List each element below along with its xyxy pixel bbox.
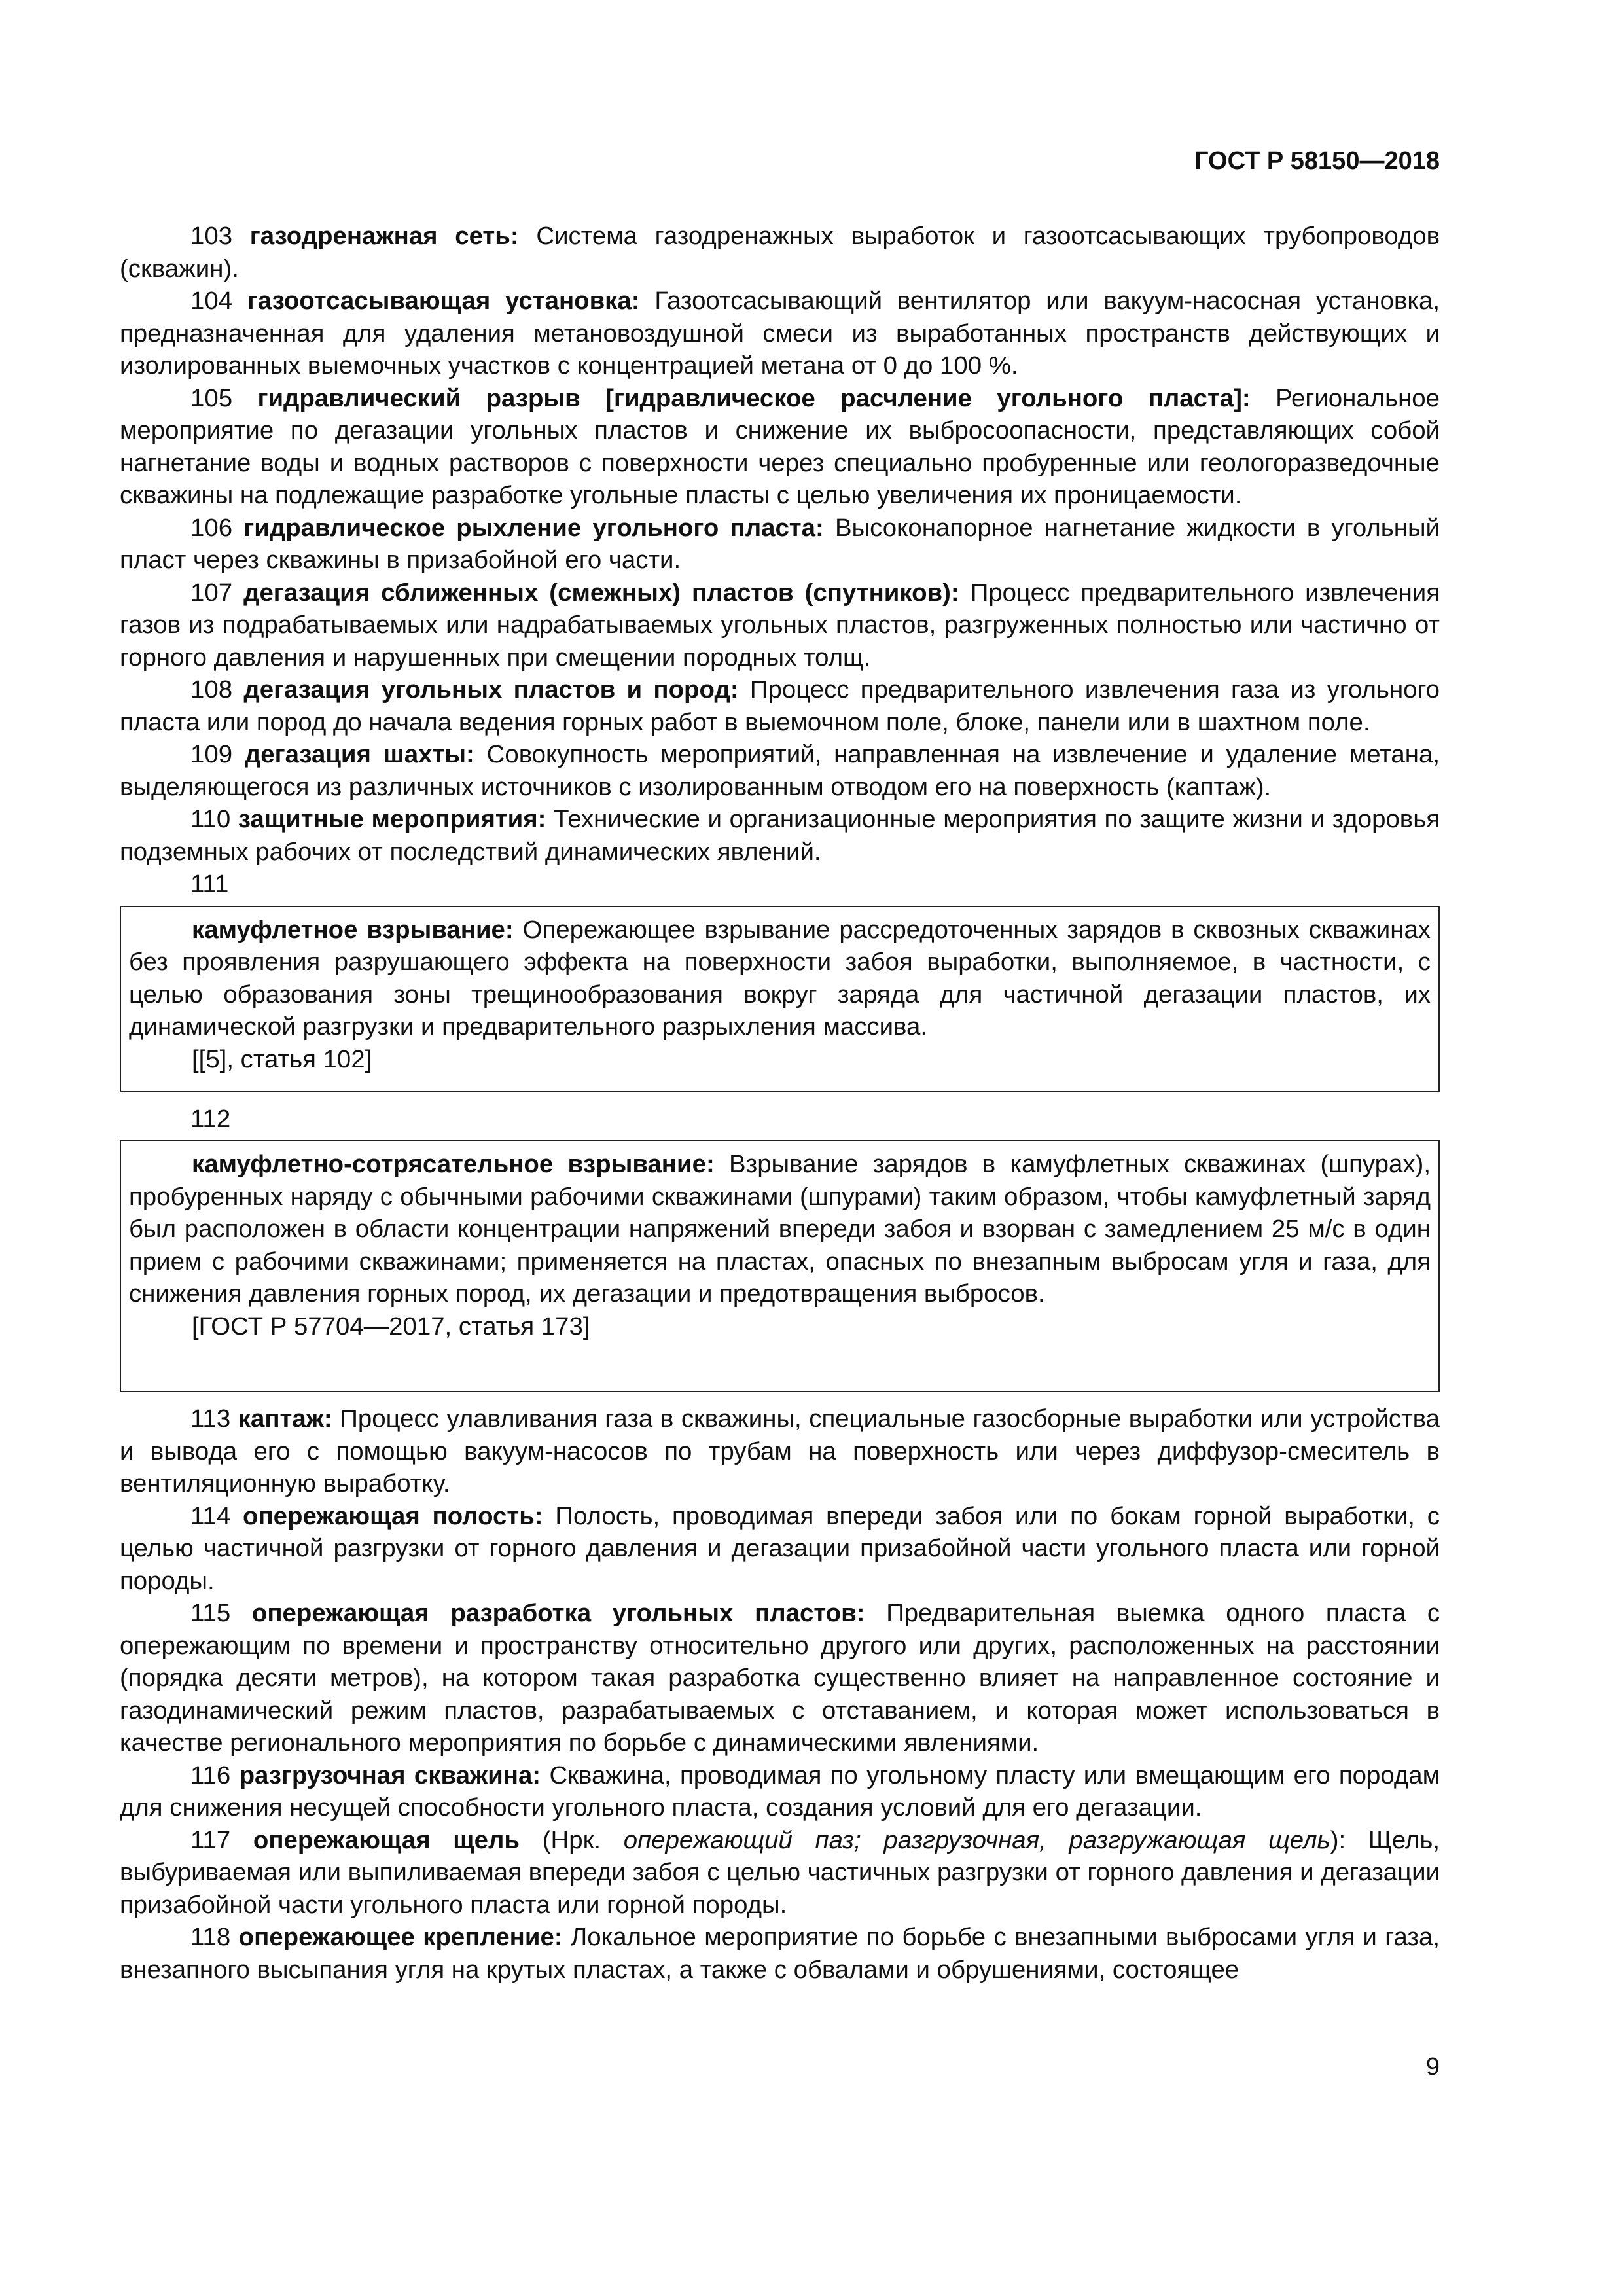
term-definition: Опережающее взрывание рассредоточенных зарядов в сквозных скважинах без проявления разрушающего эффекта на поверхности забоя выработки, выполняемое, в частности, с целью образования зоны трещинообразования вокруг заряда для частичной дегазации пластов, их динамической разгрузки и предварительного разрыхления массива. — [129, 915, 1431, 1041]
entry-number: 108 — [190, 675, 233, 704]
term-note-close: ): — [1330, 1825, 1346, 1854]
term-entry-113 — [120, 1403, 1440, 1500]
entry-number: 118 — [190, 1923, 231, 1951]
term-title: гидравлический разрыв [гидравлическое расчление угольного пласта]: — [257, 384, 1251, 412]
term-definition: Локальное мероприятие по борьбе с внезапными выбросами угля и газа, внезапного высыпания угля на крутых пластах, а также с обвалами и обрушениями, состоящее — [120, 1923, 1440, 1984]
boxed-definition — [129, 1148, 1431, 1310]
term-definition: Взрывание зарядов в камуфлетных скважинах (шпурах), пробуренных наряду с обычными рабочими скважинами (шпурами) таким образом, чтобы камуфлетный заряд был расположен в области концентрации напряжений впереди забоя и взорван с замедлением 25 м/с в один прием с рабочими скважинами; применяется на пластах, опасных по внезапным выбросам угля и газа, для снижения давления горных пород, их дегазации и предотвращения выбросов. — [129, 1150, 1431, 1308]
term-title: опережающая щель — [253, 1825, 520, 1854]
term-entry-118 — [120, 1921, 1440, 1986]
entry-number: 115 — [190, 1599, 231, 1627]
term-title: опережающая полость: — [243, 1501, 543, 1530]
page-number: 9 — [1425, 2053, 1440, 2081]
term-title: опережающая разработка угольных пластов: — [251, 1599, 865, 1627]
term-entry-107 — [120, 577, 1440, 674]
term-title: разгрузочная скважина: — [239, 1761, 541, 1789]
reference-source: [ГОСТ Р 57704—2017, статья 173] — [192, 1312, 590, 1340]
term-title: дегазация сближенных (смежных) пластов (спутников): — [243, 578, 959, 607]
term-entry-109 — [120, 738, 1440, 803]
term-note-open: (Нрк. — [542, 1825, 624, 1854]
entry-number: 104 — [190, 287, 233, 315]
term-definition: Высоконапорное нагнетание жидкости в угольный пласт через скважины в призабойной его части. — [120, 513, 1440, 574]
term-definition: Процесс улавливания газа в скважины, специальные газосборные выработки или устройства и вывода его с помощью вакуум-насосов по трубам на поверхность или через диффузор-смеситель в вентиляционную выработку. — [120, 1405, 1440, 1498]
entry-number: 114 — [190, 1501, 231, 1530]
term-entry-103 — [120, 220, 1440, 285]
term-definition: Предварительная выемка одного пласта с опережающим по времени и пространству относительно другого или других, расположенных на расстоянии (порядка десяти метров), на котором такая разработка существенно влияет на направленное состояние и газодинамический режим пластов, разрабатываемых с отставанием, и которая может использоваться в качестве регионального мероприятия по борьбе с динамическими явлениями. — [120, 1599, 1440, 1757]
term-definition: Региональное мероприятие по дегазации угольных пластов и снижение их выбросоопасности, представляющих собой нагнетание воды и водных растворов с поверхности через специально пробуренные или геологоразведочные скважины на подлежащие разработке угольные пласты с целью увеличения их проницаемости. — [120, 384, 1440, 509]
term-title: защитные мероприятия: — [238, 805, 546, 833]
entry-number: 103 — [190, 222, 233, 250]
boxed-definition — [129, 914, 1431, 1043]
term-entry-110 — [120, 803, 1440, 868]
term-title: камуфлетное взрывание: — [192, 915, 514, 944]
entry-number-111: 111 — [190, 870, 229, 898]
term-title: газодренажная сеть: — [249, 222, 519, 250]
term-title: опережающее крепление: — [238, 1923, 563, 1951]
term-entry-117 — [120, 1824, 1440, 1922]
entry-number-112: 112 — [190, 1104, 231, 1133]
term-title: дегазация шахты: — [244, 740, 474, 768]
reference-box-111 — [120, 906, 1440, 1092]
entry-number: 117 — [190, 1825, 231, 1854]
term-definition: Совокупность мероприятий, направленная на извлечение и удаление метана, выделяющегося из различных источников с изолированным отводом его на поверхность (каптаж). — [120, 740, 1440, 801]
term-entry-116 — [120, 1759, 1440, 1824]
term-title: каптаж: — [238, 1405, 332, 1433]
document-body — [120, 220, 1440, 1986]
term-entry-104 — [120, 285, 1440, 382]
entry-number: 105 — [190, 384, 233, 412]
term-definition: Система газодренажных выработок и газоотсасывающих трубопроводов (скважин). — [120, 222, 1440, 283]
reference-box-112 — [120, 1140, 1440, 1392]
term-title: газоотсасывающая установка: — [247, 287, 640, 315]
term-entry-114 — [120, 1500, 1440, 1598]
entry-number: 116 — [190, 1761, 231, 1789]
entry-number: 107 — [190, 578, 233, 607]
term-title: дегазация угольных пластов и пород: — [243, 675, 739, 704]
term-title: камуфлетно-сотрясательное взрывание: — [192, 1150, 715, 1178]
entry-number: 113 — [190, 1405, 231, 1433]
term-definition: Щель, выбуриваемая или выпиливаемая впереди забоя с целью частичных разгрузки от горного давления и дегазации призабойной части угольного пласта или горной породы. — [120, 1825, 1440, 1919]
term-entry-115 — [120, 1597, 1440, 1759]
document-code-header: ГОСТ Р 58150—2018 — [1194, 147, 1440, 175]
term-entry-106 — [120, 512, 1440, 577]
entry-number: 109 — [190, 740, 233, 768]
term-definition: Скважина, проводимая по угольному пласту или вмещающим его породам для снижения несущей способности угольного пласта, создания условий для его дегазации. — [120, 1761, 1440, 1821]
term-note-italic: опережающий паз; разгрузочная, разгружающая щель — [623, 1825, 1330, 1854]
entry-number: 106 — [190, 513, 233, 542]
term-title: гидравлическое рыхление угольного пласта: — [243, 513, 824, 542]
term-definition: Газоотсасывающий вентилятор или вакуум-насосная установка, предназначенная для удаления метановоздушной смеси из выработанных пространств действующих и изолированных выемочных участков с концентрацией метана от 0 до 100 %. — [120, 287, 1440, 380]
term-definition: Полость, проводимая впереди забоя или по бокам горной выработки, с целью частичной разгрузки от горного давления и дегазации призабойной части угольного пласта или горной породы. — [120, 1501, 1440, 1595]
term-entry-105 — [120, 382, 1440, 512]
term-definition: Процесс предварительного извлечения газов из подрабатываемых или надрабатываемых угольных пластов, разгруженных полностью или частично от горного давления и нарушенных при смещении породных толщ. — [120, 578, 1440, 672]
reference-source: [[5], статья 102] — [192, 1045, 372, 1073]
term-definition: Технические и организационные мероприятия по защите жизни и здоровья подземных рабочих от последствий динамических явлений. — [120, 805, 1440, 866]
term-entry-108 — [120, 673, 1440, 738]
term-definition: Процесс предварительного извлечения газа из угольного пласта или пород до начала ведения горных работ в выемочном поле, блоке, панели или в шахтном поле. — [120, 675, 1440, 736]
entry-number: 110 — [190, 805, 231, 833]
